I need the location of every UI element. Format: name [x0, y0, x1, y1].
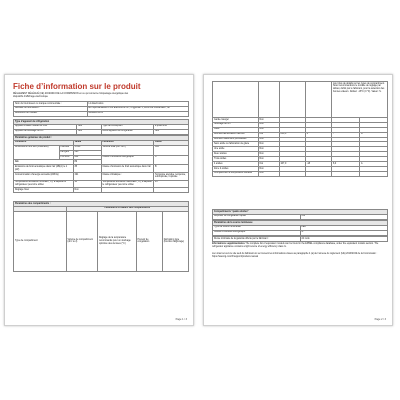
- type-row-label: Autre appareil de réfrigération: [101, 129, 154, 134]
- consumption-value: 191: [73, 172, 101, 180]
- additional-info: [212, 243, 388, 249]
- document-page-1: [4, 74, 194, 326]
- compartment-volume: 107,0: [279, 162, 305, 167]
- compartment-present: Non: [258, 171, 279, 176]
- eei-value: 89: [73, 160, 101, 165]
- compartment-name: Sans étoile ou fabrication de glace: [213, 142, 259, 147]
- compartment-temp: -18: [305, 162, 331, 167]
- compartment-table: [212, 81, 388, 177]
- compartment-name: Denrées alimentaires fraîches: [213, 132, 259, 137]
- dimensions-label: Dimensions hors tout (millimètre): [14, 145, 60, 160]
- supplier-table: [13, 101, 189, 117]
- compartment-name: Deux étoiles: [213, 152, 259, 157]
- address-value: EU representative of LG Electronics Inc.; Krijgsman 1, 1186 DM Amstelveen, NL: [87, 106, 189, 111]
- light-header: Paramètres de la source lumineuse: [213, 221, 388, 226]
- manufacturer-link-text: Lien internet vers le site web du fabricant où se trouvent les informations visées au paragraphe 4 (a) de l’annexe du règlement (UE) 2019/2019 de la Commission : https://www.lg.com/fr/support/product-manual: [212, 253, 378, 258]
- compartment-defrost: [360, 171, 388, 176]
- type-row-value: à pose libre: [154, 124, 189, 129]
- winter-label: Réglage hiver: [14, 188, 74, 193]
- compartment-present: Non: [258, 147, 279, 152]
- compartment-defrost: A: [360, 162, 388, 167]
- light-class-label: Classe d’efficacité énergétique: [213, 230, 301, 235]
- type-row-label: Appareil de stockage du vin: [14, 129, 77, 134]
- compartment-present: Non: [258, 152, 279, 157]
- compartment-present: Non: [258, 118, 279, 123]
- compartment-name: Compartiment à température variable: [213, 171, 259, 176]
- noise-class-value: B: [154, 165, 189, 173]
- light-source-table: [212, 220, 388, 236]
- extra-text: The complete list of equivalent models can be found in the EPREL compliance database, under the equivalent models section. The refrigerator appliance contains a light source of energy efficiency class G.: [212, 243, 379, 248]
- warranty-value: 24 mois: [300, 237, 388, 242]
- intro-line-1: RÈGLEMENT DÉLÉGUÉ (UE) 2019/2016 DE LA COMMISSION en ce qui concerne l’étiquetage énergétique des: [13, 93, 129, 95]
- page-number: Page 1 / 3: [175, 318, 187, 321]
- comp-col-header: Type de compartiment: [14, 211, 67, 271]
- compartment-freeze: 8,0: [332, 162, 360, 167]
- dimension-key: Lar-geur: [59, 150, 73, 155]
- noise-class-label: Classe d’émission de bruit acoustique dans l’air: [101, 165, 154, 173]
- noise-value: 35: [73, 165, 101, 173]
- min-temp-label: Température ambiante minimale (°C), à laquelle le réfrigérateur peut être utilisé: [14, 180, 74, 188]
- compartment-present: Non: [258, 137, 279, 142]
- compartment-name: Trois étoiles: [213, 157, 259, 162]
- four-star-header: Compartiments "quatre étoiles": [213, 210, 388, 215]
- light-class-value: G: [300, 230, 388, 235]
- compartment-volume: [279, 171, 305, 176]
- model-label: Référence du modèle :: [14, 111, 88, 116]
- dimension-value: 1 860: [73, 145, 101, 150]
- type-row-value: Non: [154, 129, 189, 134]
- dimension-value: 682: [73, 155, 101, 160]
- eei-label: IEE: [14, 160, 74, 165]
- compartment-present: Oui: [258, 132, 279, 137]
- comp-header: Paramètres des compartiments :: [14, 202, 189, 207]
- compartment-volume: 236,0: [279, 132, 305, 137]
- general-params-table: [13, 135, 189, 193]
- general-header: Paramètres généraux du produit :: [14, 136, 189, 141]
- climate-label: Classe climatique :: [101, 172, 154, 180]
- compartment-present: Oui: [258, 162, 279, 167]
- comp-col-header: Defrosting type (fonction dégivrage): [162, 211, 188, 271]
- energy-class-value: C: [154, 155, 189, 165]
- param-col-header: Valeur: [154, 140, 189, 145]
- type-row-label: Type de conception: [101, 124, 154, 129]
- page-number: Page 2 / 3: [374, 318, 386, 321]
- winter-value: Non: [73, 188, 101, 193]
- compartment-note: pour plus de détails sur les types de compartiment. Nous recommandons le modèle de réglage par défaut, défini par le fabricant, pour la sélection des bonnes valeurs. Défaut: -18°C (0 °F). Valeur: S.: [332, 82, 388, 118]
- dimension-key: Pro-fond: [59, 155, 73, 160]
- compartment-present: Non: [258, 127, 279, 132]
- max-temp-value: 43: [154, 180, 189, 188]
- appliance-type-table: [13, 119, 189, 135]
- compartment-name: Cave: [213, 127, 259, 132]
- climate-value: Tempérée étendue, tempérée, subtropicale, tropicale: [154, 172, 189, 180]
- quick-freeze-value: Oui: [300, 214, 388, 219]
- compartment-present: Non: [258, 122, 279, 127]
- quick-freeze-label: Dispositif de congélation rapide: [213, 214, 301, 219]
- compartment-name: Stockage du vin: [213, 122, 259, 127]
- comp-col-header: Volume de compartiment (dm³ ou l): [66, 211, 98, 271]
- compartment-temp: [305, 171, 331, 176]
- param-col-header: Paramètre: [14, 140, 74, 145]
- regulation-intro: [13, 93, 189, 99]
- compartment-name: Une étoile: [213, 147, 259, 152]
- light-type-label: Type de source lumineuse: [213, 225, 301, 230]
- dimension-key: Hau-teur: [59, 145, 73, 150]
- type-header: Type d’appareil de réfrigération: [14, 120, 189, 125]
- model-value: GBB92STAXP: [87, 111, 189, 116]
- noise-label: Émissions de bruit acoustique dans l’air (dB(A) re 1 pW): [14, 165, 74, 173]
- param-col-header: Valeur: [73, 140, 101, 145]
- document-title: Fiche d’information sur le produit: [13, 82, 141, 91]
- compartment-present: Non: [258, 157, 279, 162]
- compartment-defrost: A: [360, 132, 388, 137]
- compartment-name: Zone 2 étoiles: [213, 166, 259, 171]
- compartment-freeze: [332, 171, 360, 176]
- dimension-value: 595: [73, 150, 101, 155]
- type-row-value: Non: [77, 129, 102, 134]
- type-row-label: Appareil à faible niveau de bruit: [14, 124, 77, 129]
- four-star-table: [212, 209, 388, 220]
- compartment-present: Non: [258, 166, 279, 171]
- supplier-label: Nom du fournisseur ou marque commerciale :: [14, 102, 88, 107]
- comp-group-label: Paramètres et valeurs des compartiments: [66, 206, 189, 211]
- energy-class-label: Classe d’efficacité énergétique: [101, 155, 154, 165]
- intro-line-2: dispositifs d’affichage électronique: [13, 96, 48, 98]
- compartment-temp: 4: [305, 132, 331, 137]
- warranty-table: [212, 236, 388, 242]
- address-label: Adresse du fournisseur :: [14, 106, 88, 111]
- compartment-name: 4 étoiles: [213, 162, 259, 167]
- compartment-header-table: [13, 201, 189, 272]
- compartment-freeze: -: [332, 132, 360, 137]
- min-temp-value: 10: [73, 180, 101, 188]
- param-col-header: Paramètre: [101, 140, 154, 145]
- comp-col-header: Pouvoir de congélation: [136, 211, 162, 271]
- light-type-value: LED: [300, 225, 388, 230]
- document-page-2: [203, 74, 393, 326]
- consumption-label: Consommation d’énergie annuelle (kWh/a): [14, 172, 74, 180]
- compartment-present: Non: [258, 142, 279, 147]
- supplier-value: LG Electronics: [87, 102, 189, 107]
- compartment-name: Denrées hautement périssables: [213, 137, 259, 142]
- comp-col-header: Réglage de la température recommandé pour un stockage optimisé des denrées (°C): [98, 211, 137, 271]
- volume-label: Volume total (dm³ ou l): [101, 145, 154, 155]
- volume-value: 384: [154, 145, 189, 155]
- extra-label: Informations supplémentaires: [212, 243, 245, 245]
- warranty-label: Durée minimale de la garantie offerte par le fabricant :: [213, 237, 301, 242]
- compartment-name: Garde-manger: [213, 118, 259, 123]
- max-temp-label: Température ambiante maximale (°C), à laquelle le réfrigérateur peut être utilisé: [102, 181, 152, 186]
- type-row-value: Non: [77, 124, 102, 129]
